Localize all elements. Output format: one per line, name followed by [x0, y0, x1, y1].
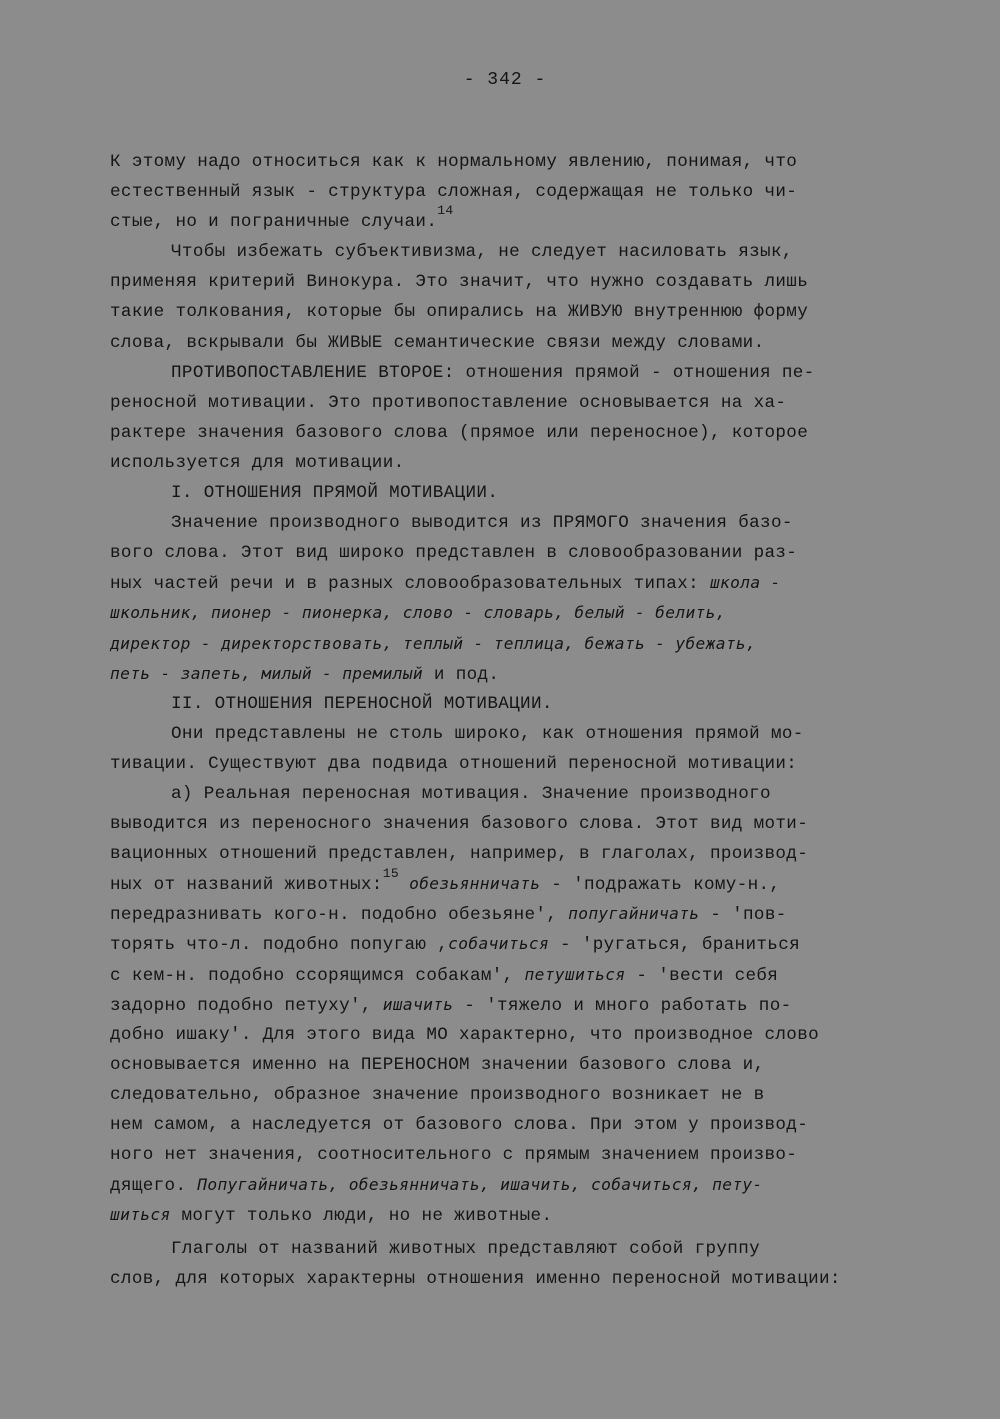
footnote-ref: 15: [382, 866, 400, 882]
text-run: К этому надо относиться как к нормальному явлению, понимая, что: [110, 152, 798, 172]
text-run: основывается именно на ПЕРЕНОСНОМ значении базового слова и,: [110, 1054, 765, 1075]
text-line: [110, 689, 900, 719]
text-run: слова, вскрывали бы ЖИВЫЕ семантические связи между словами.: [110, 332, 765, 353]
text-run: вого слова. Этот вид широко представлен в словообразовании раз-: [110, 543, 798, 564]
text-run: нем самом, а наследуется от базового слова. При этом у производ-: [110, 1115, 809, 1135]
text-run: следовательно, образное значение производного возникает не в: [110, 1084, 765, 1105]
text-run: - 'подражать кому-н.,: [540, 875, 781, 896]
text-line: [110, 809, 900, 839]
text-run: слов, для которых характерны отношения именно переносной мотивации:: [110, 1269, 841, 1290]
text-run: ных от названий животных:: [110, 875, 383, 896]
text-line: [110, 267, 900, 297]
text-run: Они представлены не столь широко, как отношения прямой мо-: [171, 723, 804, 744]
text-run: II. ОТНОШЕНИЯ ПЕРЕНОСНОЙ МОТИВАЦИИ.: [171, 693, 553, 714]
italic-example: шиться: [110, 1205, 171, 1225]
text-run: с кем-н. подобно ссорящимся собакам',: [110, 965, 525, 986]
text-run: задорно подобно петуху',: [110, 995, 383, 1016]
text-run: - 'пов-: [699, 905, 787, 926]
page-number: - 342 -: [463, 70, 547, 90]
footnote-ref: 14: [437, 203, 454, 219]
text-run: используется для мотивации.: [110, 452, 405, 473]
text-line: [110, 203, 900, 237]
text-line: [110, 538, 900, 568]
text-run: выводится из переносного значения базового слова. Этот вид моти-: [110, 814, 809, 835]
body-text: [110, 147, 900, 1295]
text-line: [110, 990, 900, 1020]
text-line: [110, 1264, 900, 1294]
text-run: торять что-л. подобно попугаю ,: [110, 935, 449, 956]
text-run: Глаголы от названий животных представляют собой группу: [171, 1239, 761, 1260]
text-line: [110, 147, 900, 177]
text-line: [110, 418, 900, 448]
text-line: [110, 448, 900, 478]
text-run: рактере значения базового слова (прямое или переносное), которое: [110, 422, 809, 443]
italic-example: школа -: [709, 573, 781, 593]
text-line: [110, 358, 900, 388]
text-run: I. ОТНОШЕНИЯ ПРЯМОЙ МОТИВАЦИИ.: [171, 483, 499, 504]
text-line: [110, 719, 900, 749]
text-line: [110, 929, 900, 959]
text-line: [110, 899, 900, 929]
text-line: [110, 1200, 900, 1230]
text-run: тивации. Существуют два подвида отношений переносной мотивации:: [110, 753, 798, 774]
text-line: [110, 659, 900, 689]
italic-example: директор - директорствовать, теплый - теплица, бежать - убежать,: [110, 633, 757, 653]
text-line: [110, 568, 900, 598]
text-line: [110, 1020, 900, 1050]
italic-example: собачиться: [448, 934, 550, 954]
text-line: [110, 1234, 900, 1264]
text-line: [110, 598, 900, 628]
text-line: [110, 960, 900, 990]
text-run: ПРОТИВОПОСТАВЛЕНИЕ ВТОРОЕ: отношения прямой - отношения пе-: [171, 362, 815, 383]
text-line: [110, 297, 900, 327]
text-line: [110, 1080, 900, 1110]
text-line: [110, 866, 900, 899]
text-run: Чтобы избежать субъективизма, не следует насиловать язык,: [171, 242, 793, 263]
text-run: - 'ругаться, браниться: [549, 935, 801, 956]
text-line: [110, 508, 900, 538]
text-line: [110, 779, 900, 809]
text-run: - 'вести себя: [625, 965, 779, 986]
text-run: и под.: [422, 664, 500, 685]
italic-example: петушиться: [524, 964, 626, 984]
text-line: [110, 237, 900, 267]
italic-example: попугайничать: [568, 904, 700, 924]
text-run: передразнивать кого-н. подобно обезьяне',: [110, 905, 569, 926]
text-line: [110, 1140, 900, 1170]
text-line: [110, 749, 900, 779]
text-run: такие толкования, которые бы опирались на ЖИВУЮ внутреннюю форму: [110, 302, 809, 323]
italic-example: обезьянничать: [399, 874, 541, 894]
text-run: дящего.: [110, 1176, 198, 1197]
text-run: - 'тяжело и много работать по-: [453, 995, 792, 1016]
text-line: [110, 629, 900, 659]
text-line: [110, 1050, 900, 1080]
text-line: [110, 177, 900, 207]
italic-example: Попугайничать, обезьянничать, ишачить, собачиться, пету-: [197, 1175, 763, 1195]
text-line: [110, 839, 900, 869]
italic-example: петь - запеть, милый - премилый: [110, 663, 423, 683]
text-run: естественный язык - структура сложная, содержащая не только чи-: [110, 182, 798, 203]
text-line: [110, 328, 900, 358]
text-run: стые, но и пограничные случаи.: [110, 212, 438, 233]
text-run: применяя критерий Винокура. Это значит, что нужно создавать лишь: [110, 272, 809, 293]
italic-example: школьник, пионер - пионерка, слово - словарь, белый - белить,: [110, 603, 726, 623]
text-line: [110, 1170, 900, 1200]
text-line: [110, 1110, 900, 1140]
text-run: Значение производного выводится из ПРЯМОГО значения базо-: [171, 513, 793, 534]
text-run: а) Реальная переносная мотивация. Значение производного: [171, 783, 771, 804]
text-run: вационных отношений представлен, например, в глаголах, производ-: [110, 844, 809, 865]
text-line: [110, 478, 900, 508]
text-line: [110, 388, 900, 418]
text-run: реносной мотивации. Это противопоставление основывается на ха-: [110, 392, 787, 413]
text-run: могут только люди, но не животные.: [170, 1206, 553, 1227]
text-run: ных частей речи и в разных словообразовательных типах:: [110, 574, 710, 595]
text-run: добно ишаку'. Для этого вида МО характерно, что производное слово: [110, 1024, 820, 1045]
italic-example: ишачить: [382, 994, 454, 1014]
text-run: ного нет значения, соотносительного с прямым значением произво-: [110, 1145, 798, 1166]
